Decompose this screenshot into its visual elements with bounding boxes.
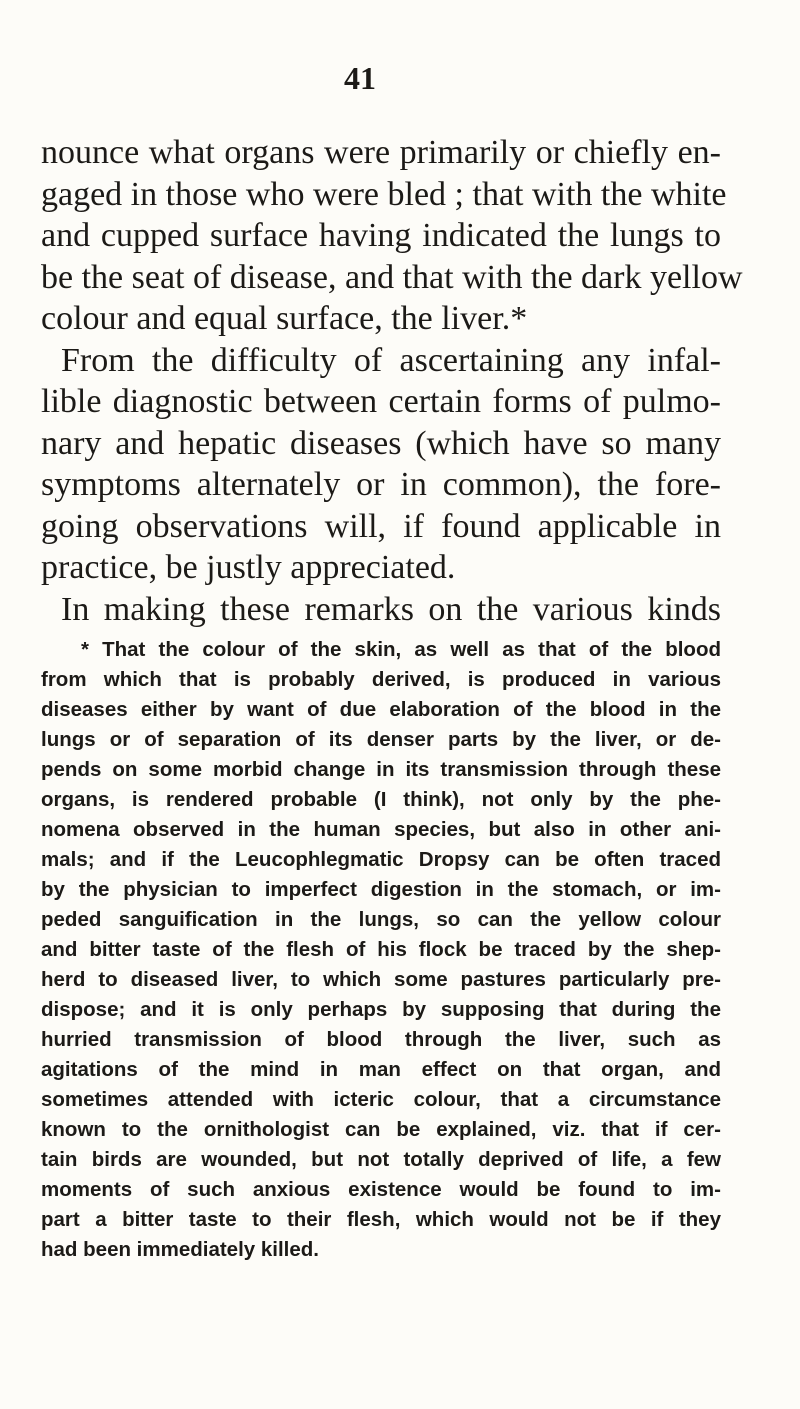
footnote-line: hurried transmission of blood through the liver, such as [41,1028,721,1051]
text-line: In making these remarks on the various kinds [61,590,721,628]
footnote-line: part a bitter taste to their flesh, which would not be if they [41,1208,721,1231]
footnote-line: * That the colour of the skin, as well as that of the blood [81,638,721,661]
text-line: colour and equal surface, the liver.* [41,300,528,337]
footnote-line: lungs or of separation of its denser parts by the liver, or de- [41,728,721,751]
footnote-line: known to the ornithologist can be explained, viz. that if cer- [41,1118,721,1141]
text-line: gaged in those who were bled ; that with the white [41,175,727,213]
footnote-line: sometimes attended with icteric colour, that a circumstance [41,1088,721,1111]
footnote-line: from which that is probably derived, is produced in various [41,668,721,691]
footnote-line: peded sanguification in the lungs, so can the yellow colour [41,908,721,931]
footnote-line: tain birds are wounded, but not totally deprived of life, a few [41,1148,721,1171]
text-line: nary and hepatic diseases (which have so many [41,424,721,462]
page-number: 41 [344,60,376,96]
footnote-line: dispose; and it is only perhaps by supposing that during the [41,998,721,1021]
text-line: From the difficulty of ascertaining any infal- [61,341,721,379]
footnote-line: moments of such anxious existence would be found to im- [41,1178,721,1201]
footnote-line: agitations of the mind in man effect on that organ, and [41,1058,721,1081]
text-line: practice, be justly appreciated. [41,549,456,586]
main-text [41,132,743,630]
text-line: and cupped surface having indicated the lungs to [41,217,721,254]
footnote-line: pends on some morbid change in its transmission through these [41,758,721,781]
text-line: symptoms alternately or in common), the fore- [41,466,721,503]
footnote-line: nomena observed in the human species, but also in other ani- [41,818,721,841]
text-line: nounce what organs were primarily or chiefly en- [41,134,721,171]
text-line: be the seat of disease, and that with the dark yellow [41,258,743,296]
footnote-line: diseases either by want of due elaboration of the blood in the [41,698,721,721]
footnote-line: mals; and if the Leucophlegmatic Dropsy can be often traced [41,848,721,871]
footnote-line: herd to diseased liver, to which some pastures particularly pre- [41,968,721,991]
footnote [41,635,721,1265]
footnote-line: by the physician to imperfect digestion in the stomach, or im- [41,878,721,901]
text-line: going observations will, if found applicable in [41,507,721,545]
text-line: lible diagnostic between certain forms of pulmo- [41,383,721,420]
footnote-line: organs, is rendered probable (I think), not only by the phe- [41,788,721,811]
footnote-line: and bitter taste of the flesh of his flock be traced by the shep- [41,938,721,961]
footnote-line: had been immediately killed. [41,1238,319,1261]
